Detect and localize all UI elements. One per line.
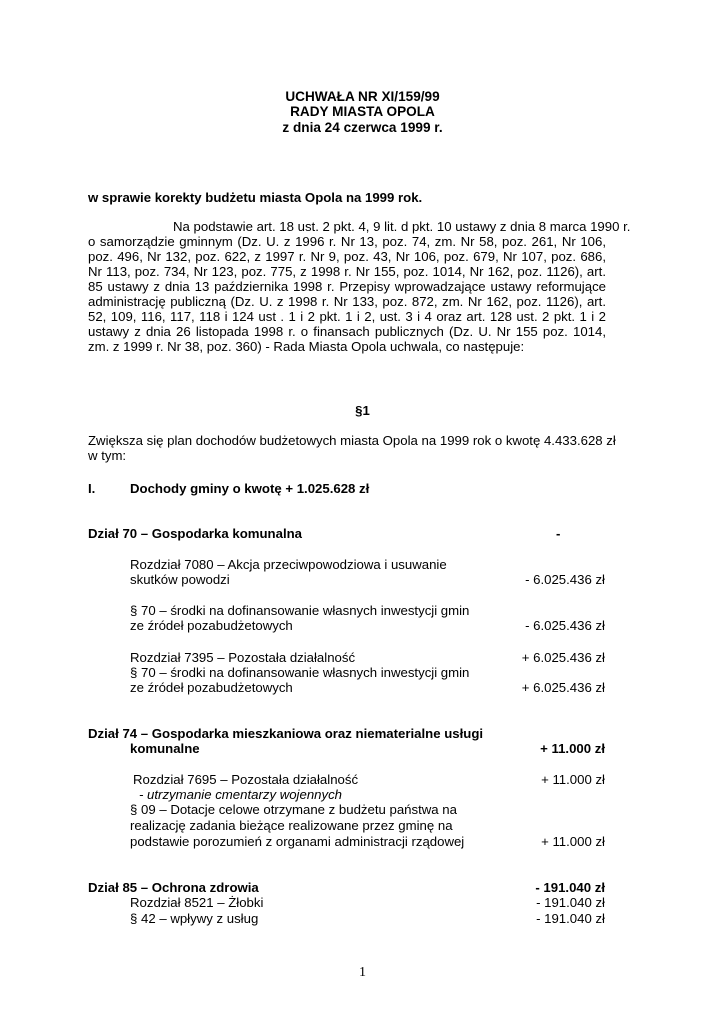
paragraph-42-label: § 42 – wpływy z usług	[130, 911, 259, 926]
rozdzial-7395-label: Rozdział 7395 – Pozostała działalność	[130, 650, 356, 665]
dzial-85-amount: - 191.040 zł	[535, 880, 605, 895]
rozdzial-8521-label: Rozdział 8521 – Żłobki	[130, 895, 264, 910]
paragraph-70a-amount: - 6.025.436 zł	[525, 618, 605, 633]
rozdzial-8521-amount: - 191.040 zł	[536, 895, 605, 910]
rozdzial-7080-amount: - 6.025.436 zł	[525, 572, 605, 587]
paragraph-09-label-cont2: podstawie porozumień z organami administracji rządowej	[130, 834, 465, 849]
rozdzial-7080-label-cont: skutków powodzi	[130, 572, 230, 587]
section-intro-cont: w tym:	[88, 448, 127, 463]
paragraph-70b-amount: + 6.025.436 zł	[521, 680, 605, 695]
rozdzial-7695-note: - utrzymanie cmentarzy wojennych	[139, 787, 343, 802]
point-title: Dochody gminy o kwotę + 1.025.628 zł	[130, 481, 370, 496]
resolution-date: z dnia 24 czerwca 1999 r.	[282, 120, 443, 135]
dzial-85-title: Dział 85 – Ochrona zdrowia	[88, 880, 259, 895]
dzial-74-amount: + 11.000 zł	[540, 741, 605, 756]
page-number: 1	[359, 965, 366, 980]
dzial-74-title: Dział 74 – Gospodarka mieszkaniowa oraz niematerialne usługi	[88, 726, 484, 741]
rozdzial-7695-amount: + 11.000 zł	[541, 772, 605, 787]
dzial-70-title: Dział 70 – Gospodarka komunalna	[88, 526, 303, 541]
point-number: I.	[88, 481, 96, 496]
resolution-subject: w sprawie korekty budżetu miasta Opola na 1999 rok.	[88, 190, 423, 205]
rozdzial-7395-amount: + 6.025.436 zł	[521, 650, 605, 665]
rozdzial-7080-label: Rozdział 7080 – Akcja przeciwpowodziowa i usuwanie	[130, 557, 447, 572]
rozdzial-7695-label: Rozdział 7695 – Pozostała działalność	[133, 772, 359, 787]
paragraph-09-amount: + 11.000 zł	[541, 834, 605, 849]
dzial-74-title-cont: komunalne	[130, 741, 200, 756]
section-mark: §1	[355, 403, 370, 418]
paragraph-70b-label: § 70 – środki na dofinansowanie własnych inwestycji gmin	[130, 665, 470, 680]
section-intro: Zwiększa się plan dochodów budżetowych miasta Opola na 1999 rok o kwotę 4.433.628 zł	[88, 433, 616, 448]
paragraph-09-label-cont1: realizację zadania bieżące realizowane przez gminę na	[130, 818, 453, 833]
dzial-70-amount: -	[556, 526, 561, 541]
paragraph-70a-label: § 70 – środki na dofinansowanie własnych inwestycji gmin	[130, 603, 470, 618]
paragraph-70b-label-cont: ze źródeł pozabudżetowych	[130, 680, 293, 695]
preamble-body: o samorządzie gminnym (Dz. U. z 1996 r. Nr 13, poz. 74, zm. Nr 58, poz. 261, Nr 106, poz. 496, Nr 132, poz. 622, z 1997 r. Nr 9, poz. 43, Nr 106, poz. 679, Nr 107, poz. 686, Nr 113, poz. 734, Nr 123, poz. 775, z 1998 r. Nr 155, poz. 1014, Nr 162, poz. 1126), art. 85 ustawy z dnia 13 października 1998 r. Przepisy wprowadzające ustawy reformujące administrację publiczną (Dz. U. z 1998 r. Nr 133, poz. 872, zm. Nr 162, poz. 1126), art. 52, 109, 116, 117, 118 i 124 ust . 1 i 2 pkt. 1 i 2, ust. 3 i 4 oraz art. 128 ust. 2 pkt. 1 i 2 ustawy z dnia 26 listopada 1998 r. o finansach publicznych (Dz. U. Nr 155 poz. 1014, zm. z 1999 r. Nr 38, poz. 360) - Rada Miasta Opola uchwala, co następuje:	[88, 234, 606, 354]
preamble-first-line: Na podstawie art. 18 ust. 2 pkt. 4, 9 lit. d pkt. 10 ustawy z dnia 8 marca 1990 r.	[173, 219, 631, 234]
resolution-number: UCHWAŁA NR XI/159/99	[285, 89, 440, 104]
paragraph-70a-label-cont: ze źródeł pozabudżetowych	[130, 618, 293, 633]
paragraph-42-amount: - 191.040 zł	[536, 911, 605, 926]
paragraph-09-label: § 09 – Dotacje celowe otrzymane z budżetu państwa na	[130, 802, 457, 817]
council-name: RADY MIASTA OPOLA	[290, 104, 435, 119]
